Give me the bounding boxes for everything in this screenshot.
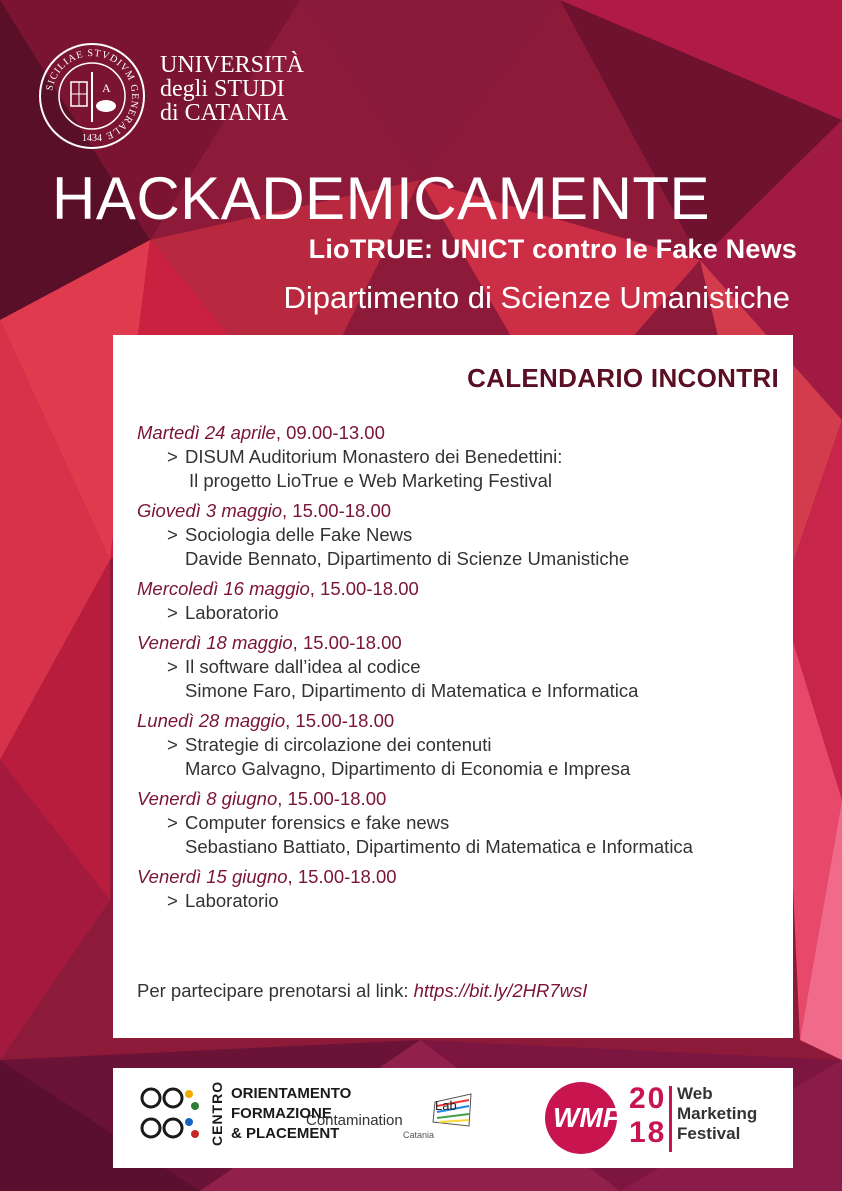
department-name: Dipartimento di Scienze Umanistiche <box>283 280 790 315</box>
university-line: di CATANIA <box>160 100 289 126</box>
catania-text: Catania <box>403 1130 435 1140</box>
sponsor-footer <box>113 1068 793 1168</box>
event-item: Mercoledì 16 maggio, 15.00-18.00 > Laboratorio <box>137 578 419 623</box>
university-seal-icon <box>38 42 146 150</box>
event-time: 15.00-18.00 <box>287 788 387 809</box>
svg-text:A: A <box>102 81 111 95</box>
event-detail: Sebastiano Battiato, Dipartimento di Matematica e Informatica <box>185 836 693 857</box>
wmf-divider <box>669 1086 672 1152</box>
contamination-text: Contamination <box>306 1112 403 1129</box>
seal-year: 1434 <box>82 133 102 144</box>
event-title: Il software dall’idea al codice <box>185 656 421 677</box>
event-detail: Il progetto LioTrue e Web Marketing Festival <box>189 470 552 491</box>
event-day: Venerdì 8 giugno <box>137 788 278 809</box>
event-title: HACKADEMICAMENTE <box>52 165 711 232</box>
calendar-panel <box>113 335 793 1038</box>
cof-line: FORMAZIONE <box>231 1105 332 1122</box>
wmf-line: Marketing <box>677 1104 758 1123</box>
event-item: Martedì 24 aprile, 09.00-13.00 > DISUM Auditorium Monastero dei Benedettini: Il progetto LioTrue e Web Marketing Festival <box>137 421 787 493</box>
arrow-icon: > <box>167 524 178 545</box>
event-time: 15.00-18.00 <box>302 632 402 653</box>
event-title: Computer forensics e fake news <box>185 812 450 833</box>
cof-line: ORIENTAMENTO <box>231 1085 352 1102</box>
event-title: Sociologia delle Fake News <box>185 524 413 545</box>
arrow-icon: > <box>167 446 178 467</box>
event-item: Giovedì 3 maggio, 15.00-18.00 > Sociologia delle Fake News Davide Bennato, Dipartimento di Scienze Umanistiche <box>137 499 787 571</box>
registration-label: Per partecipare prenotarsi al link: <box>137 980 409 1001</box>
cof-line: & PLACEMENT <box>231 1125 340 1142</box>
event-time: 09.00-13.00 <box>286 422 385 443</box>
arrow-icon: > <box>167 656 178 677</box>
event-title: Laboratorio <box>185 890 279 911</box>
event-day: Martedì 24 aprile <box>137 422 276 443</box>
event-title: Strategie di circolazione dei contenuti <box>185 734 492 755</box>
event-subtitle: LioTRUE: UNICT contro le Fake News <box>308 234 797 264</box>
event-day: Lunedì 28 maggio <box>137 710 286 731</box>
wmf-year-bottom: 18 <box>629 1116 667 1149</box>
seal-ring-text: SICILIAE STVDIVM GENERALE <box>44 47 141 142</box>
arrow-icon: > <box>167 812 178 833</box>
wmf-year-top: 20 <box>629 1082 667 1115</box>
event-item: Venerdì 8 giugno, 15.00-18.00 > Computer forensics e fake news Sebastiano Battiato, Dipartimento di Matematica e Informatica <box>137 787 787 859</box>
event-day: Giovedì 3 maggio <box>137 500 283 521</box>
calendar-heading: CALENDARIO INCONTRI <box>467 363 779 393</box>
event-time: 15.00-18.00 <box>297 866 397 887</box>
lab-text: Lab <box>435 1098 457 1113</box>
event-time: 15.00-18.00 <box>320 578 419 599</box>
event-detail: Simone Faro, Dipartimento di Matematica e Informatica <box>185 680 639 701</box>
registration-note <box>137 980 587 1002</box>
wmf-year <box>629 1082 666 1150</box>
arrow-icon: > <box>167 602 178 623</box>
event-title: Laboratorio <box>185 602 279 623</box>
university-line: UNIVERSITÀ <box>160 52 304 78</box>
event-detail: Davide Bennato, Dipartimento di Scienze Umanistiche <box>185 548 630 569</box>
event-day: Venerdì 18 maggio <box>137 632 293 653</box>
event-title: DISUM Auditorium Monastero dei Benedettini: <box>185 446 563 467</box>
event-day: Mercoledì 16 maggio <box>137 578 310 599</box>
university-name <box>160 53 304 125</box>
university-line: degli STUDI <box>160 76 285 102</box>
event-list <box>137 421 787 919</box>
event-item: Venerdì 18 maggio, 15.00-18.00 > Il software dall’idea al codice Simone Faro, Dipartimento di Matematica e Informatica <box>137 631 787 703</box>
wmf-name <box>677 1084 757 1144</box>
event-item: Venerdì 15 giugno, 15.00-18.00 > Laboratorio <box>137 866 397 911</box>
event-day: Venerdì 15 giugno <box>137 866 288 887</box>
arrow-icon: > <box>167 890 178 911</box>
cof-logo-icon <box>137 1084 207 1146</box>
event-time: 15.00-18.00 <box>295 710 395 731</box>
cof-vertical-label: CENTRO <box>209 1080 225 1146</box>
event-time: 15.00-18.00 <box>292 500 392 521</box>
wmf-line: Festival <box>677 1124 741 1143</box>
registration-link[interactable]: https://bit.ly/2HR7wsI <box>413 980 588 1001</box>
wmf-mark: WMF! <box>553 1102 630 1133</box>
arrow-icon: > <box>167 734 178 755</box>
event-item: Lunedì 28 maggio, 15.00-18.00 > Strategie di circolazione dei contenuti Marco Galvagno, Dipartimento di Economia e Impresa <box>137 709 787 781</box>
wmf-line: Web <box>677 1084 713 1103</box>
event-detail: Marco Galvagno, Dipartimento di Economia e Impresa <box>185 758 631 779</box>
